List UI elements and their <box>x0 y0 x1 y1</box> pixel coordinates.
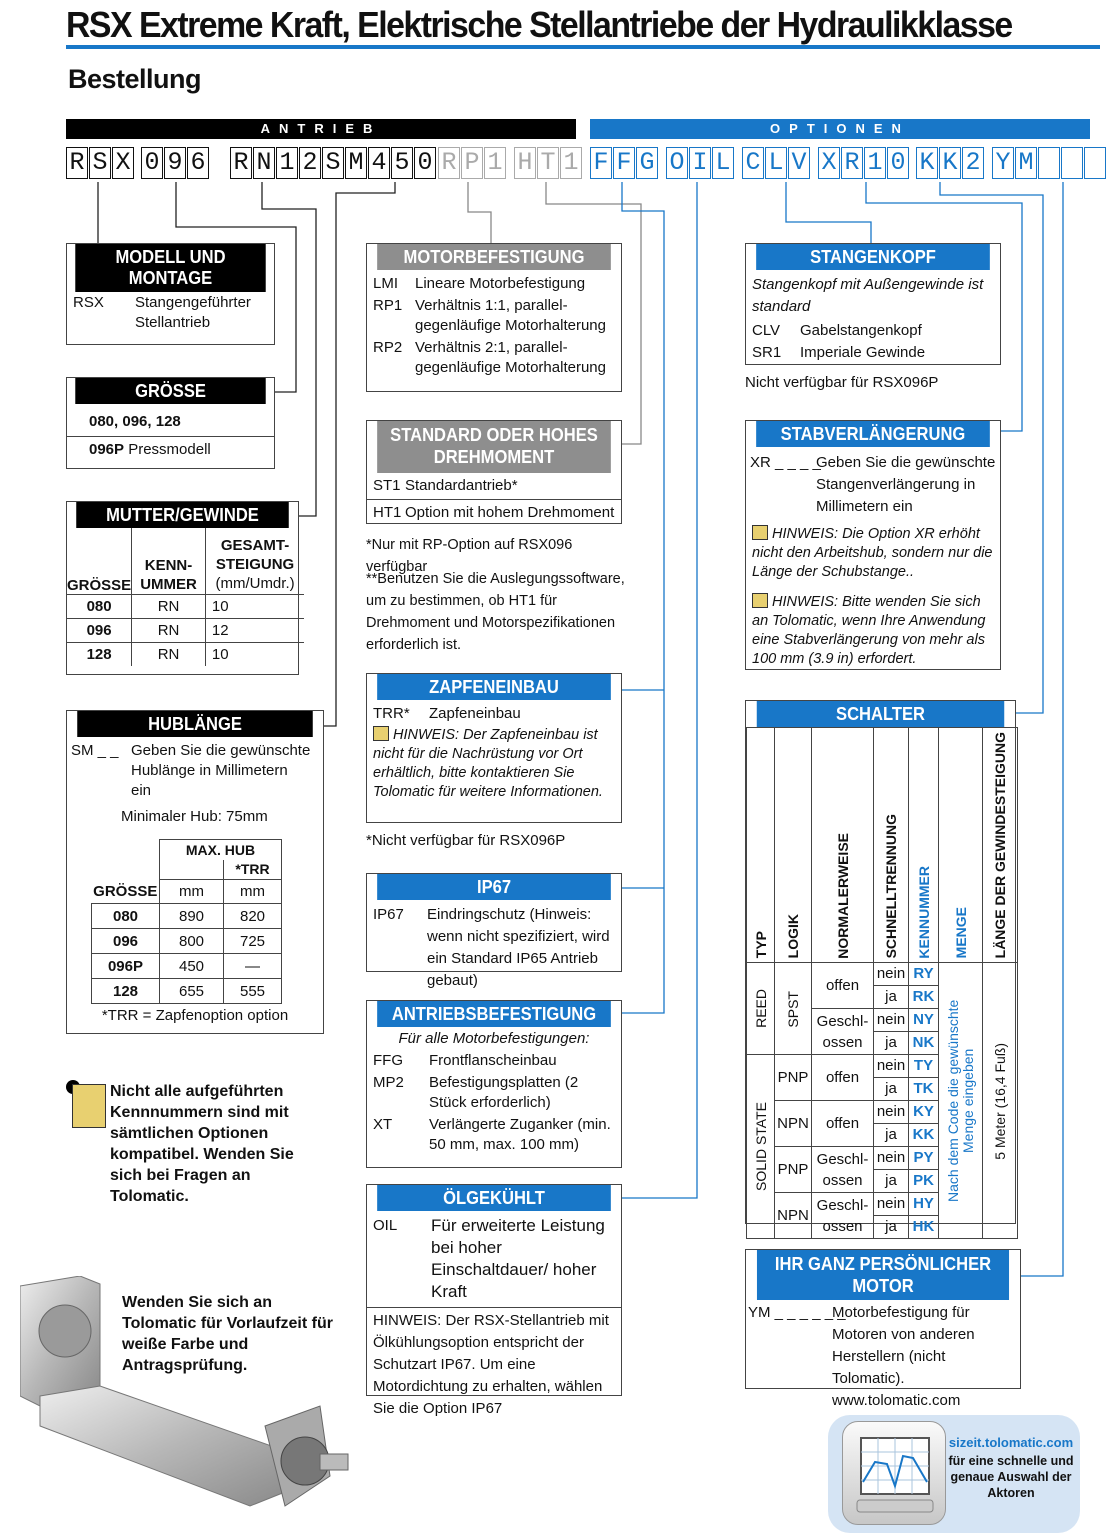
groesse-header: GRÖSSE <box>75 378 265 404</box>
schalter-laenge <box>983 963 1018 1239</box>
mutter-box <box>66 501 299 675</box>
list-item <box>367 295 621 337</box>
drehmoment-note1: *Nur mit RP-Option auf RSX096 verfügbar <box>366 537 573 575</box>
hub-th-max: MAX. HUB <box>160 840 282 860</box>
table-row <box>67 618 304 642</box>
schalter-logik: NPN <box>775 1193 812 1239</box>
schalter-trennung: ja <box>874 1078 909 1101</box>
zapfen-header: ZAPFENEINBAU <box>377 674 611 700</box>
schalter-trennung: ja <box>874 1216 909 1239</box>
oel-hint: HINWEIS: Der RSX-Stellantrieb mit Ölkühlungsoption entspricht der Schutzart IP67. Um eine Motordichtung zu erhalten, wählen Sie die Option IP67 <box>367 1307 621 1422</box>
code-char: 1 <box>484 147 506 179</box>
stangenkopf-intro: Stangenkopf mit Außengewinde ist standard <box>752 276 984 315</box>
schalter-code: RY <box>909 963 939 986</box>
schalter-trennung: nein <box>874 1009 909 1032</box>
ip67-header: IP67 <box>377 874 611 900</box>
zapfen-foot: *Nicht verfügbar für RSX096P <box>366 832 566 849</box>
schalter-trennung: ja <box>874 1170 909 1193</box>
schalter-logik: NPN <box>775 1101 812 1147</box>
hub-trr: — <box>224 954 282 979</box>
modell-code: RSX <box>73 294 104 311</box>
schalter-col-label: LOGIK <box>785 914 801 959</box>
schalter-typ <box>747 1055 775 1239</box>
stab-code: XR _ _ _ _ <box>750 454 821 471</box>
stangenkopf-code: CLV <box>752 322 781 339</box>
stangenkopf-code: SR1 <box>752 344 782 361</box>
groesse-row1: 080, 096, 128 <box>89 413 181 430</box>
drehmoment-header: STANDARD ODER HOHES DREHMOMENT <box>377 421 611 473</box>
compat-note: Nicht alle aufgeführten Kennnummern sind mit sämtlichen Optionen kompatibel. Wenden Sie sich bei Fragen an Tolomatic. <box>110 1083 294 1205</box>
antriebsbef-code: FFG <box>373 1052 403 1069</box>
stangenkopf-text: Imperiale Gewinde <box>800 344 926 361</box>
code-char: N <box>253 147 275 179</box>
mutter-kenn: RN <box>132 594 206 618</box>
list-item <box>746 320 1000 342</box>
mutter-col-groesse: GRÖSSE <box>67 528 132 594</box>
hub-trr: 820 <box>224 904 282 929</box>
schalter-col-header <box>812 728 874 963</box>
mutter-col-steigung: GESAMT-STEIGUNG <box>215 536 295 573</box>
schalter-trennung: nein <box>874 1147 909 1170</box>
table-row <box>67 642 304 666</box>
table-row <box>92 954 282 979</box>
motorbef-header: MOTORBEFESTIGUNG <box>377 244 611 270</box>
modell-box <box>66 243 275 345</box>
band-antrieb: ANTRIEB <box>66 119 576 139</box>
hub-trr: 555 <box>224 979 282 1004</box>
sizeit-text: für eine schnelle und genaue Auswahl der Aktoren <box>948 1454 1074 1500</box>
mutter-steigung: 10 <box>205 642 304 666</box>
table-row <box>92 904 282 929</box>
hub-th-mm: mm <box>160 880 224 904</box>
stab-hint2: HINWEIS: Bitte wenden Sie sich an Tolomatic, wenn Ihre Anwendung eine Stabverlängerung von mehr als 100 mm (3.9 in) erfordert. <box>752 594 986 667</box>
schalter-code: NY <box>909 1009 939 1032</box>
antriebsbef-text: Frontflanscheinbau <box>429 1052 557 1069</box>
zapfen-text: Zapfeneinbau <box>429 705 521 722</box>
antriebsbef-box <box>366 1000 622 1168</box>
stangenkopf-text: Gabelstangenkopf <box>800 322 922 339</box>
stangenkopf-box <box>745 243 1001 365</box>
hub-min: Minimaler Hub: 75mm <box>121 808 268 825</box>
oel-header: ÖLGEKÜHLT <box>377 1185 611 1211</box>
schalter-col-header <box>909 728 939 963</box>
motorbef-code: RP1 <box>373 297 403 314</box>
hub-max: 655 <box>160 979 224 1004</box>
schalter-col-header <box>874 728 909 963</box>
schalter-normal: Geschl-ossen <box>812 1193 874 1239</box>
hub-groesse: 096P <box>92 954 160 979</box>
code-char: M <box>345 147 367 179</box>
list-item <box>367 273 621 295</box>
spst-label: SPST <box>785 990 801 1028</box>
schalter-code: TK <box>909 1078 939 1101</box>
schalter-logik <box>775 963 812 1055</box>
schalter-logik: PNP <box>775 1147 812 1193</box>
motor-header: IHR GANZ PERSÖNLICHER MOTOR <box>757 1250 1009 1300</box>
hub-max: 800 <box>160 929 224 954</box>
reed-label: REED <box>752 989 769 1029</box>
code-char: 1 <box>560 147 582 179</box>
hub-table <box>91 839 282 1004</box>
schalter-typ <box>747 963 775 1055</box>
hub-th-mm2: mm <box>224 880 282 904</box>
modell-text: Stangengeführter Stellantrieb <box>135 294 251 331</box>
ht1-code: HT1 <box>373 504 402 521</box>
mutter-header: MUTTER/GEWINDE <box>76 502 289 528</box>
motor-code: YM _ _ _ _ _ _ <box>748 1304 846 1321</box>
stangenkopf-header: STANGENKOPF <box>756 244 990 270</box>
stab-header: STABVERLÄNGERUNG <box>756 421 990 447</box>
sizeit-logo-icon[interactable] <box>842 1421 946 1525</box>
code-char: 4 <box>368 147 390 179</box>
schalter-col-header <box>747 728 775 963</box>
stab-text: Geben Sie die gewünschte Stangenverlängerung in Millimetern ein <box>816 454 996 515</box>
modell-header: MODELL UND MONTAGE <box>75 244 265 292</box>
drehmoment-note2: **Benutzen Sie die Auslegungssoftware, um zu bestimmen, ob HT1 für Drehmoment und Motorspezifikationen erforderlich ist. <box>366 571 625 653</box>
schalter-code: RK <box>909 986 939 1009</box>
motorbef-text: Verhältnis 2:1, parallel-gegenläufige Motorhalterung <box>415 339 606 376</box>
hub-trr: 725 <box>224 929 282 954</box>
line-ym <box>1021 182 1063 1276</box>
stangenkopf-foot: Nicht verfügbar für RSX096P <box>745 374 939 391</box>
list-item <box>367 1114 621 1156</box>
note-small-icon <box>373 726 389 741</box>
hub-text: Geben Sie die gewünschte Hublänge in Millimetern ein <box>131 742 311 799</box>
code-char: L <box>765 147 787 179</box>
table-row <box>67 594 304 618</box>
hub-groesse: 080 <box>92 904 160 929</box>
list-item <box>367 1072 621 1114</box>
antriebsbef-code: MP2 <box>373 1074 404 1091</box>
schalter-col-label: MENGE <box>952 907 969 959</box>
ip67-text: Eindringschutz (Hinweis: wenn nicht spezifiziert, wird ein Standard IP65 Antrieb gebaut) <box>427 906 610 989</box>
note-small-icon <box>752 593 768 608</box>
zapfen-box <box>366 673 622 823</box>
motorbef-code: LMI <box>373 275 399 292</box>
code-char: 5 <box>391 147 413 179</box>
code-char: R <box>66 147 88 179</box>
code-char: 6 <box>187 147 209 179</box>
antriebsbef-text: Befestigungsplatten (2 Stück erforderlich) <box>429 1074 579 1111</box>
table-row <box>747 963 1018 986</box>
schalter-normal: offen <box>812 1055 874 1101</box>
motor-box <box>745 1249 1021 1409</box>
schalter-col-label: SCHNELLTRENNUNG <box>883 813 899 959</box>
schalter-code: NK <box>909 1032 939 1055</box>
hub-max: 890 <box>160 904 224 929</box>
groesse-code: 096P <box>89 441 125 458</box>
hub-groesse: 128 <box>92 979 160 1004</box>
schalter-normal: offen <box>812 963 874 1009</box>
list-item <box>367 337 621 379</box>
mutter-col-kenn: KENN-UMMER <box>132 528 206 594</box>
color-note: Wenden Sie sich an Tolomatic für Vorlaufzeit für weiße Farbe und Antragsprüfung. <box>122 1294 333 1374</box>
mutter-kenn: RN <box>132 642 206 666</box>
schalter-trennung: nein <box>874 1193 909 1216</box>
code-char: L <box>712 147 734 179</box>
code-char: P <box>461 147 483 179</box>
antriebsbef-intro: Für alle Motorbefestigungen: <box>398 1030 590 1047</box>
code-char: R <box>841 147 863 179</box>
antriebsbef-header: ANTRIEBSBEFESTIGUNG <box>377 1001 611 1027</box>
mutter-groesse: 080 <box>67 594 132 618</box>
code-char: 0 <box>414 147 436 179</box>
stab-box <box>745 420 1001 670</box>
code-char: 1 <box>864 147 886 179</box>
hub-th-trr: *TRR <box>224 860 282 880</box>
schalter-col-label: TYP <box>752 931 769 959</box>
code-char: X <box>112 147 134 179</box>
schalter-trennung: nein <box>874 1101 909 1124</box>
schalter-logik: PNP <box>775 1055 812 1101</box>
schalter-trennung: ja <box>874 1032 909 1055</box>
schalter-trennung: nein <box>874 1055 909 1078</box>
motorbef-text: Verhältnis 1:1, parallel-gegenläufige Motorhalterung <box>415 297 606 334</box>
code-char: R <box>230 147 252 179</box>
code-char: 0 <box>141 147 163 179</box>
code-char: H <box>514 147 536 179</box>
motorbef-code: RP2 <box>373 339 403 356</box>
solid-state-label: SOLID STATE <box>752 1102 769 1192</box>
groesse-text: Pressmodell <box>128 441 211 458</box>
hub-groesse: 096 <box>92 929 160 954</box>
sizeit-url[interactable]: sizeit.tolomatic.com <box>948 1435 1074 1450</box>
code-char: 9 <box>164 147 186 179</box>
table-row <box>92 929 282 954</box>
code-char: Y <box>992 147 1014 179</box>
schalter-col-label: KENNUMMER <box>915 865 932 959</box>
line-motorbef <box>468 182 491 243</box>
page-title: RSX Extreme Kraft, Elektrische Stellantriebe der Hydraulikklasse <box>66 4 1012 45</box>
schalter-normal: Geschl-ossen <box>812 1009 874 1055</box>
motor-text: Motorbefestigung für Motoren von anderen Herstellern (nicht Tolomatic). www.tolomatic.com <box>832 1304 975 1409</box>
line-clv <box>786 182 871 243</box>
schalter-trennung: ja <box>874 986 909 1009</box>
oel-text: Für erweiterte Leistung bei hoher Einschaltdauer/ hoher Kraft <box>431 1216 605 1301</box>
motorbef-text: Lineare Motorbefestigung <box>415 275 586 292</box>
code-char: F <box>590 147 612 179</box>
mutter-steigung: 10 <box>205 594 304 618</box>
hub-code: SM _ _ <box>71 742 119 759</box>
table-row <box>92 979 282 1004</box>
schalter-code: TY <box>909 1055 939 1078</box>
schalter-normal: offen <box>812 1101 874 1147</box>
mutter-steigung: 12 <box>205 618 304 642</box>
groesse-box <box>66 377 275 469</box>
schalter-code: HK <box>909 1216 939 1239</box>
drehmoment-box <box>366 420 622 524</box>
code-char: 0 <box>887 147 909 179</box>
code-char: S <box>322 147 344 179</box>
hub-header: HUBLÄNGE <box>77 711 313 737</box>
hub-max: 450 <box>160 954 224 979</box>
schalter-code: PK <box>909 1170 939 1193</box>
menge-text: Nach dem Code die gewünschte Menge eingeben <box>944 999 976 1203</box>
code-char: 2 <box>299 147 321 179</box>
hub-foot: *TRR = Zapfenoption option <box>101 1007 289 1024</box>
schalter-trennung: ja <box>874 1124 909 1147</box>
schalter-col-header <box>983 728 1018 963</box>
schalter-trennung: nein <box>874 963 909 986</box>
schalter-col-header <box>939 728 983 963</box>
code-char: X <box>818 147 840 179</box>
note-small-icon <box>752 525 768 540</box>
stab-hint1: HINWEIS: Die Option XR erhöht nicht den Arbeitshub, sondern nur die Länge der Schubstange.. <box>752 526 993 580</box>
st1-code: ST1 <box>373 477 401 494</box>
laenge-text: 5 Meter (16,4 Fuß) <box>992 1042 1008 1160</box>
schalter-table <box>746 727 1018 1239</box>
hub-th-groesse: GRÖSSE <box>93 882 158 900</box>
schalter-col-label: LÄNGE DER GEWINDESTEIGUNG <box>992 732 1008 959</box>
sizeit-panel[interactable] <box>828 1415 1080 1533</box>
schalter-code: HY <box>909 1193 939 1216</box>
schalter-col-label: NORMALERWEISE <box>834 832 851 959</box>
code-char: 1 <box>276 147 298 179</box>
code-char: V <box>788 147 810 179</box>
band-optionen: OPTIONEN <box>590 119 1090 139</box>
motorbef-box <box>366 243 622 392</box>
page-subtitle: Bestellung <box>68 64 202 94</box>
code-char: M <box>1015 147 1037 179</box>
code-char: G <box>636 147 658 179</box>
schalter-menge <box>939 963 983 1239</box>
oel-box <box>366 1184 622 1417</box>
st1-text: Standardantrieb* <box>405 477 518 494</box>
note-icon <box>66 1080 108 1135</box>
hub-box <box>66 710 324 1034</box>
antriebsbef-text: Verlängerte Zuganker (min. 50 mm, max. 100 mm) <box>429 1116 611 1153</box>
code-char: C <box>742 147 764 179</box>
list-item <box>746 342 1000 364</box>
schalter-header: SCHALTER <box>757 701 1004 727</box>
mutter-groesse: 096 <box>67 618 132 642</box>
code-char: I <box>689 147 711 179</box>
code-char: K <box>916 147 938 179</box>
schalter-normal: Geschl-ossen <box>812 1147 874 1193</box>
zapfen-hint: HINWEIS: Der Zapfeneinbau ist nicht für die Nachrüstung vor Ort erhältlich, bitte kontaktieren Sie Tolomatic für weitere Informationen. <box>373 727 603 800</box>
schalter-col-header <box>775 728 812 963</box>
code-char: T <box>537 147 559 179</box>
mutter-col-unit: (mm/Umdr.) <box>215 574 295 592</box>
code-char: O <box>666 147 688 179</box>
ht1-text: Option mit hohem Drehmoment <box>405 504 615 521</box>
antriebsbef-code: XT <box>373 1116 393 1133</box>
list-item <box>367 1050 621 1072</box>
code-char: K <box>939 147 961 179</box>
mutter-kenn: RN <box>132 618 206 642</box>
oel-code: OIL <box>373 1217 398 1234</box>
code-char: R <box>438 147 460 179</box>
schalter-code: PY <box>909 1147 939 1170</box>
schalter-box <box>745 700 1016 1236</box>
code-char: F <box>613 147 635 179</box>
ip67-box <box>366 873 622 989</box>
code-char: S <box>89 147 111 179</box>
zapfen-code: TRR* <box>373 705 410 722</box>
schalter-code: KK <box>909 1124 939 1147</box>
mutter-table <box>67 528 304 666</box>
schalter-code: KY <box>909 1101 939 1124</box>
mutter-groesse: 128 <box>67 642 132 666</box>
ip67-code: IP67 <box>373 906 404 923</box>
code-char: 2 <box>962 147 984 179</box>
